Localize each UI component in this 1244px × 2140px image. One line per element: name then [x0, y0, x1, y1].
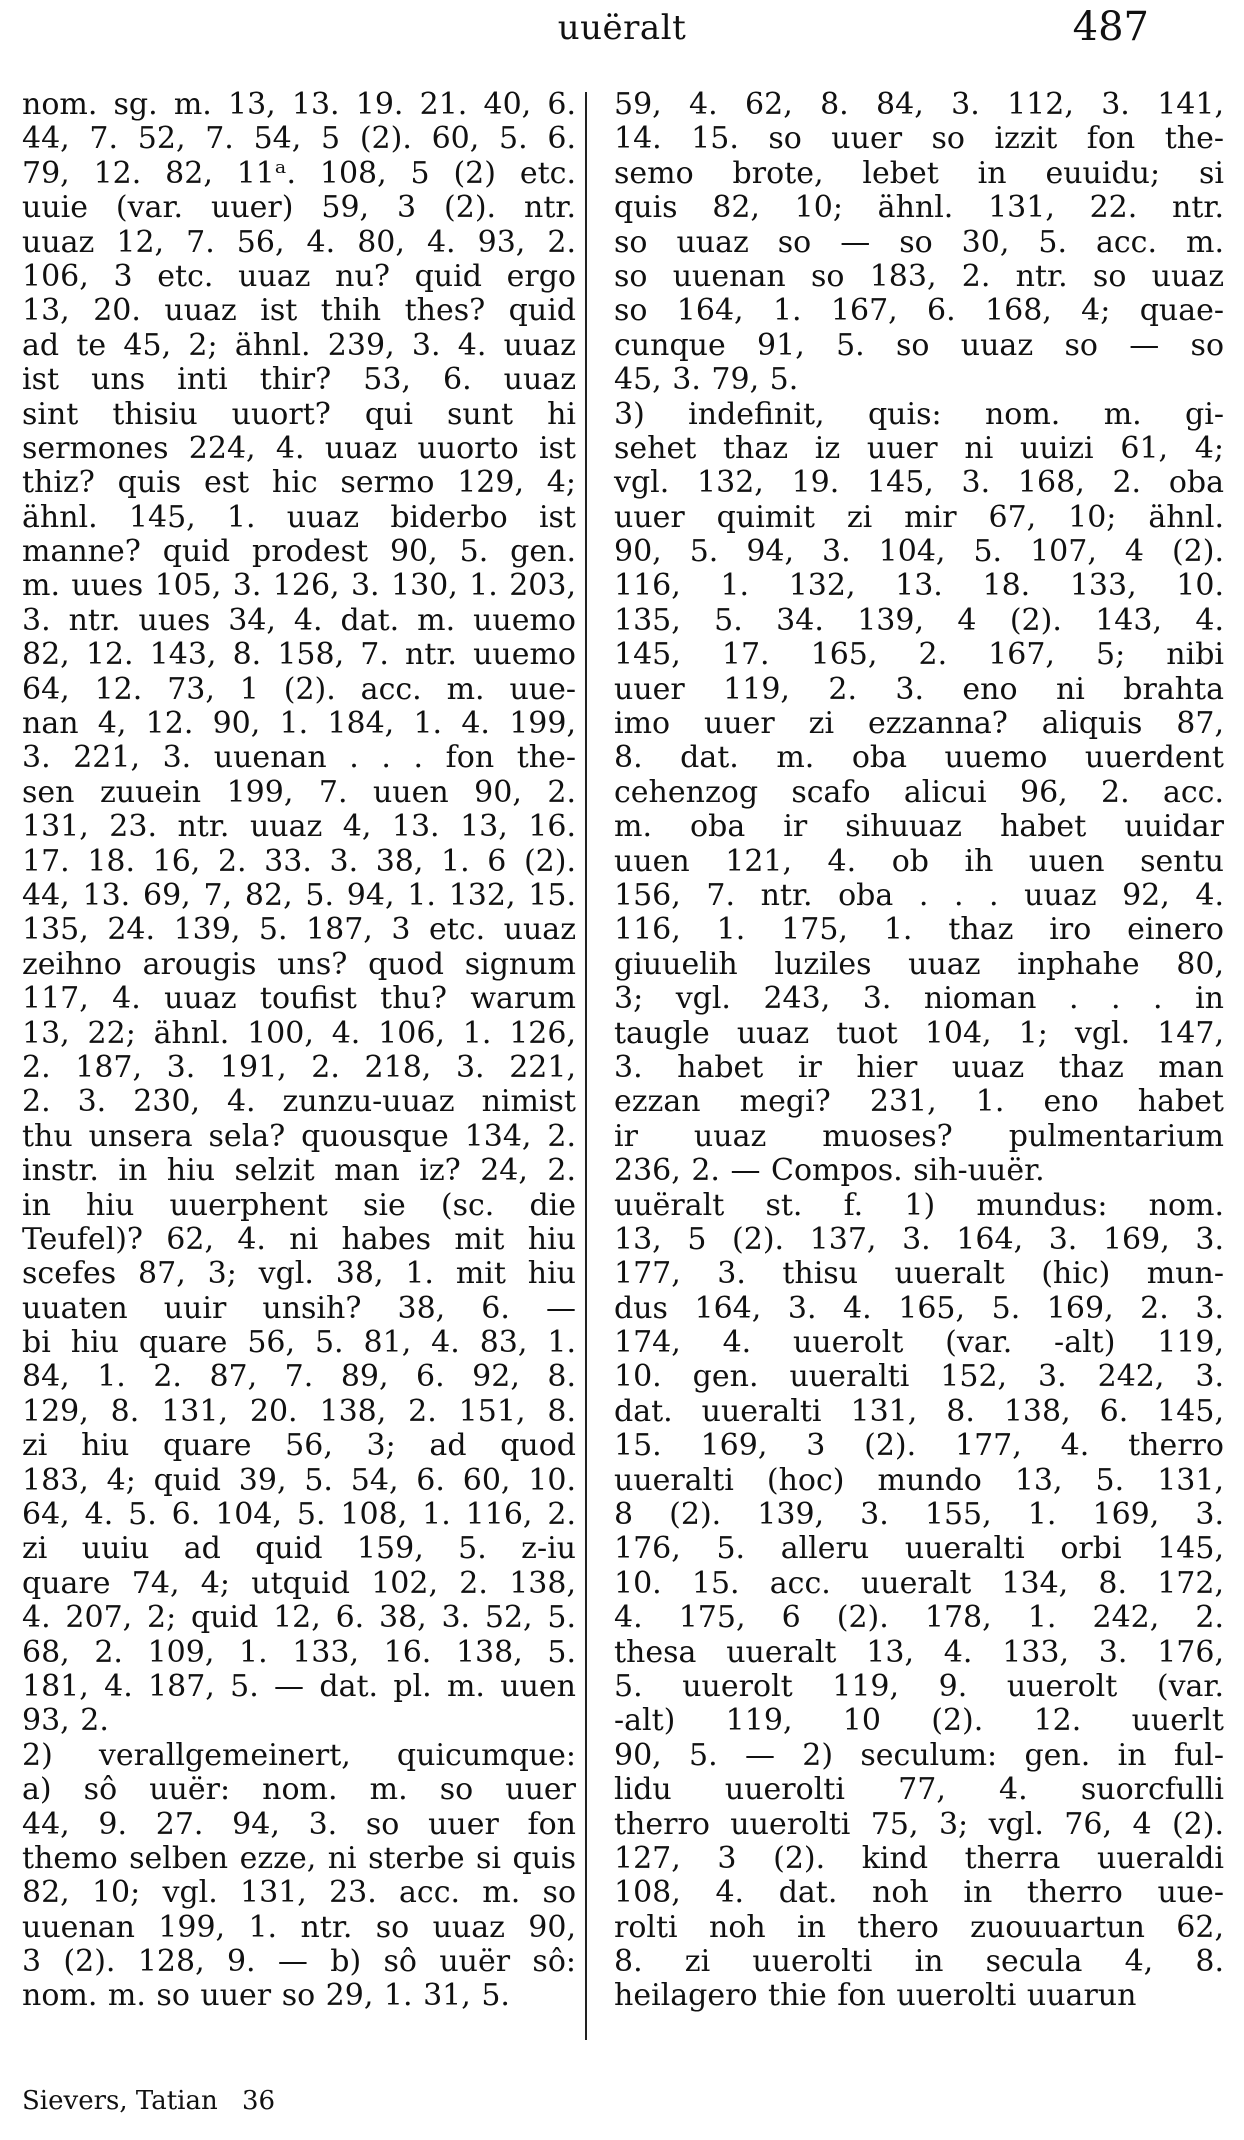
text-line: lidu uuerolti 77, 4. suorcfulli: [614, 1772, 1224, 1808]
text-line: 3; vgl. 243, 3. nioman . . . in: [614, 981, 1224, 1017]
footer-signature: 36: [242, 2086, 276, 2116]
text-line: 3) indefinit, quis: nom. m. gi-: [614, 396, 1224, 432]
text-line: zi hiu quare 56, 3; ad quod: [22, 1428, 576, 1464]
text-line: 82, 10; vgl. 131, 23. acc. m. so: [22, 1875, 576, 1911]
text-line: ähnl. 145, 1. uuaz biderbo ist: [22, 499, 576, 535]
text-line: dat. uueralti 131, 8. 138, 6. 145,: [614, 1393, 1224, 1429]
text-line: so uuenan so 183, 2. ntr. so uuaz: [614, 258, 1224, 294]
text-line: dus 164, 3. 4. 165, 5. 169, 2. 3.: [614, 1290, 1224, 1326]
text-line: vgl. 132, 19. 145, 3. 168, 2. oba: [614, 465, 1224, 501]
text-line: taugle uuaz tuot 104, 1; vgl. 147,: [614, 1015, 1224, 1051]
text-line: 129, 8. 131, 20. 138, 2. 151, 8.: [22, 1393, 576, 1429]
text-line: nom. m. so uuer so 29, 1. 31, 5.: [22, 1978, 510, 2014]
text-line: ist uns inti thir? 53, 6. uuaz: [22, 362, 576, 398]
text-line: 131, 23. ntr. uuaz 4, 13. 13, 16.: [22, 809, 576, 845]
text-line: 2. 3. 230, 4. zunzu-uuaz nimist: [22, 1084, 576, 1120]
text-line: uuer 119, 2. 3. eno ni brahta: [614, 671, 1224, 707]
text-line: 84, 1. 2. 87, 7. 89, 6. 92, 8.: [22, 1359, 576, 1395]
text-line: ezzan megi? 231, 1. eno habet: [614, 1084, 1224, 1120]
text-line: 127, 3 (2). kind therra uueraldi: [614, 1840, 1224, 1876]
text-line: 3. 221, 3. uuenan . . . fon the-: [22, 740, 576, 776]
text-line: 64, 4. 5. 6. 104, 5. 108, 1. 116, 2.: [22, 1497, 576, 1533]
column-divider: [585, 92, 587, 2040]
text-line: m. oba ir sihuuaz habet uuidar: [614, 809, 1224, 845]
text-line: quare 74, 4; utquid 102, 2. 138,: [22, 1565, 576, 1601]
text-line: a) sô uuër: nom. m. so uuer: [22, 1772, 576, 1808]
running-headword: uuëralt: [557, 8, 687, 48]
text-line: giuuelih luziles uuaz inphahe 80,: [614, 946, 1224, 982]
text-line: scefes 87, 3; vgl. 38, 1. mit hiu: [22, 1256, 576, 1292]
text-line: 82, 12. 143, 8. 158, 7. ntr. uuemo: [22, 637, 576, 673]
text-line: m. uues 105, 3. 126, 3. 130, 1. 203,: [22, 568, 576, 604]
text-line: 2) verallgemeinert, quicumque:: [22, 1737, 576, 1773]
text-line: 8. dat. m. oba uuemo uuerdent: [614, 740, 1224, 776]
text-line: uuëralt st. f. 1) mundus: nom.: [614, 1187, 1224, 1223]
text-line: so 164, 1. 167, 6. 168, 4; quae-: [614, 293, 1224, 329]
text-line: 2. 187, 3. 191, 2. 218, 3. 221,: [22, 1049, 576, 1085]
text-line: 44, 7. 52, 7. 54, 5 (2). 60, 5. 6.: [22, 121, 576, 157]
text-line: 90, 5. 94, 3. 104, 5. 107, 4 (2).: [614, 534, 1224, 570]
text-line: 93, 2.: [22, 1703, 109, 1739]
text-line: 13, 20. uuaz ist thih thes? quid: [22, 293, 576, 329]
text-line: therro uuerolti 75, 3; vgl. 76, 4 (2).: [614, 1806, 1224, 1842]
text-line: rolti noh in thero zuouuartun 62,: [614, 1909, 1224, 1945]
text-line: 135, 5. 34. 139, 4 (2). 143, 4.: [614, 602, 1224, 638]
text-line: heilagero thie fon uuerolti uuarun: [614, 1978, 1137, 2014]
text-line: 45, 3. 79, 5.: [614, 362, 799, 398]
text-line: themo selben ezze, ni sterbe si quis: [22, 1840, 576, 1876]
text-line: 10. gen. uueralti 152, 3. 242, 3.: [614, 1359, 1224, 1395]
text-line: 8 (2). 139, 3. 155, 1. 169, 3.: [614, 1497, 1224, 1533]
text-line: uuaz 12, 7. 56, 4. 80, 4. 93, 2.: [22, 224, 576, 260]
text-line: 68, 2. 109, 1. 133, 16. 138, 5.: [22, 1634, 576, 1670]
text-line: 106, 3 etc. uuaz nu? quid ergo: [22, 258, 576, 294]
text-line: 44, 13. 69, 7, 82, 5. 94, 1. 132, 15.: [22, 877, 576, 913]
text-line: thu unsera sela? quousque 134, 2.: [22, 1118, 576, 1154]
text-line: bi hiu quare 56, 5. 81, 4. 83, 1.: [22, 1325, 576, 1361]
text-line: 59, 4. 62, 8. 84, 3. 112, 3. 141,: [614, 87, 1224, 122]
text-line: thiz? quis est hic sermo 129, 4;: [22, 465, 576, 501]
text-line: 3 (2). 128, 9. — b) sô uuër sô:: [22, 1944, 576, 1980]
text-line: 3. ntr. uues 34, 4. dat. m. uuemo: [22, 602, 576, 638]
text-line: 135, 24. 139, 5. 187, 3 etc. uuaz: [22, 912, 576, 948]
text-line: 236, 2. — Compos. sih-uuër.: [614, 1153, 1045, 1189]
text-line: Teufel)? 62, 4. ni habes mit hiu: [22, 1221, 576, 1257]
text-line: uuaten uuir unsih? 38, 6. —: [22, 1290, 576, 1326]
text-line: in hiu uuerphent sie (sc. die: [22, 1187, 576, 1223]
text-line: 145, 17. 165, 2. 167, 5; nibi: [614, 637, 1224, 673]
text-line: 176, 5. alleru uueralti orbi 145,: [614, 1531, 1224, 1567]
text-line: ir uuaz muoses? pulmentarium: [614, 1118, 1224, 1154]
text-line: 79, 12. 82, 11ᵃ. 108, 5 (2) etc.: [22, 155, 576, 191]
page-number: 487: [1072, 4, 1149, 50]
text-line: 3. habet ir hier uuaz thaz man: [614, 1049, 1224, 1085]
running-head: [0, 4, 1244, 50]
text-line: semo brote, lebet in euuidu; si: [614, 155, 1224, 191]
text-line: -alt) 119, 10 (2). 12. uuerlt: [614, 1703, 1224, 1739]
text-line: manne? quid prodest 90, 5. gen.: [22, 534, 576, 570]
left-column: [22, 88, 576, 2014]
text-line: sehet thaz iz uuer ni uuizi 61, 4;: [614, 430, 1224, 466]
text-line: so uuaz so — so 30, 5. acc. m.: [614, 224, 1224, 260]
text-line: instr. in hiu selzit man iz? 24, 2.: [22, 1153, 576, 1189]
footer-source: Sievers, Tatian: [22, 2086, 218, 2116]
text-line: uuer quimit zi mir 67, 10; ähnl.: [614, 499, 1224, 535]
text-line: sint thisiu uuort? qui sunt hi: [22, 396, 576, 432]
text-line: 116, 1. 132, 13. 18. 133, 10.: [614, 568, 1224, 604]
text-line: cehenzog scafo alicui 96, 2. acc.: [614, 774, 1224, 810]
text-line: nom. sg. m. 13, 13. 19. 21. 40, 6.: [22, 87, 576, 122]
text-line: 183, 4; quid 39, 5. 54, 6. 60, 10.: [22, 1462, 576, 1498]
text-line: 8. zi uuerolti in secula 4, 8.: [614, 1944, 1224, 1980]
text-line: sen zuuein 199, 7. uuen 90, 2.: [22, 774, 576, 810]
text-line: uueralti (hoc) mundo 13, 5. 131,: [614, 1462, 1224, 1498]
text-line: 177, 3. thisu uueralt (hic) mun-: [614, 1256, 1224, 1292]
text-line: thesa uueralt 13, 4. 133, 3. 176,: [614, 1634, 1224, 1670]
text-line: 14. 15. so uuer so izzit fon the-: [614, 121, 1224, 157]
text-line: imo uuer zi ezzanna? aliquis 87,: [614, 706, 1224, 742]
text-line: sermones 224, 4. uuaz uuorto ist: [22, 430, 576, 466]
text-line: uuen 121, 4. ob ih uuen sentu: [614, 843, 1224, 879]
text-line: ad te 45, 2; ähnl. 239, 3. 4. uuaz: [22, 327, 576, 363]
text-line: 4. 175, 6 (2). 178, 1. 242, 2.: [614, 1600, 1224, 1636]
text-line: uuenan 199, 1. ntr. so uuaz 90,: [22, 1909, 576, 1945]
text-line: 5. uuerolt 119, 9. uuerolt (var.: [614, 1668, 1224, 1704]
text-line: zeihno arougis uns? quod signum: [22, 946, 576, 982]
text-line: 17. 18. 16, 2. 33. 3. 38, 1. 6 (2).: [22, 843, 576, 879]
text-line: 90, 5. — 2) seculum: gen. in ful-: [614, 1737, 1224, 1773]
text-line: 116, 1. 175, 1. thaz iro einero: [614, 912, 1224, 948]
text-line: 10. 15. acc. uueralt 134, 8. 172,: [614, 1565, 1224, 1601]
text-line: 174, 4. uuerolt (var. -alt) 119,: [614, 1325, 1224, 1361]
text-line: nan 4, 12. 90, 1. 184, 1. 4. 199,: [22, 706, 576, 742]
text-line: quis 82, 10; ähnl. 131, 22. ntr.: [614, 190, 1224, 226]
footer: [22, 2086, 275, 2116]
text-line: 156, 7. ntr. oba . . . uuaz 92, 4.: [614, 877, 1224, 913]
text-line: 13, 5 (2). 137, 3. 164, 3. 169, 3.: [614, 1221, 1224, 1257]
text-line: 13, 22; ähnl. 100, 4. 106, 1. 126,: [22, 1015, 576, 1051]
text-line: uuie (var. uuer) 59, 3 (2). ntr.: [22, 190, 576, 226]
text-line: 44, 9. 27. 94, 3. so uuer fon: [22, 1806, 576, 1842]
text-line: 64, 12. 73, 1 (2). acc. m. uue-: [22, 671, 576, 707]
text-line: 108, 4. dat. noh in therro uue-: [614, 1875, 1224, 1911]
text-line: cunque 91, 5. so uuaz so — so: [614, 327, 1224, 363]
text-line: zi uuiu ad quid 159, 5. z-iu: [22, 1531, 576, 1567]
text-line: 4. 207, 2; quid 12, 6. 38, 3. 52, 5.: [22, 1600, 576, 1636]
text-line: 181, 4. 187, 5. — dat. pl. m. uuen: [22, 1668, 576, 1704]
text-line: 15. 169, 3 (2). 177, 4. therro: [614, 1428, 1224, 1464]
right-column: [614, 88, 1224, 2014]
text-line: 117, 4. uuaz toufist thu? warum: [22, 981, 576, 1017]
